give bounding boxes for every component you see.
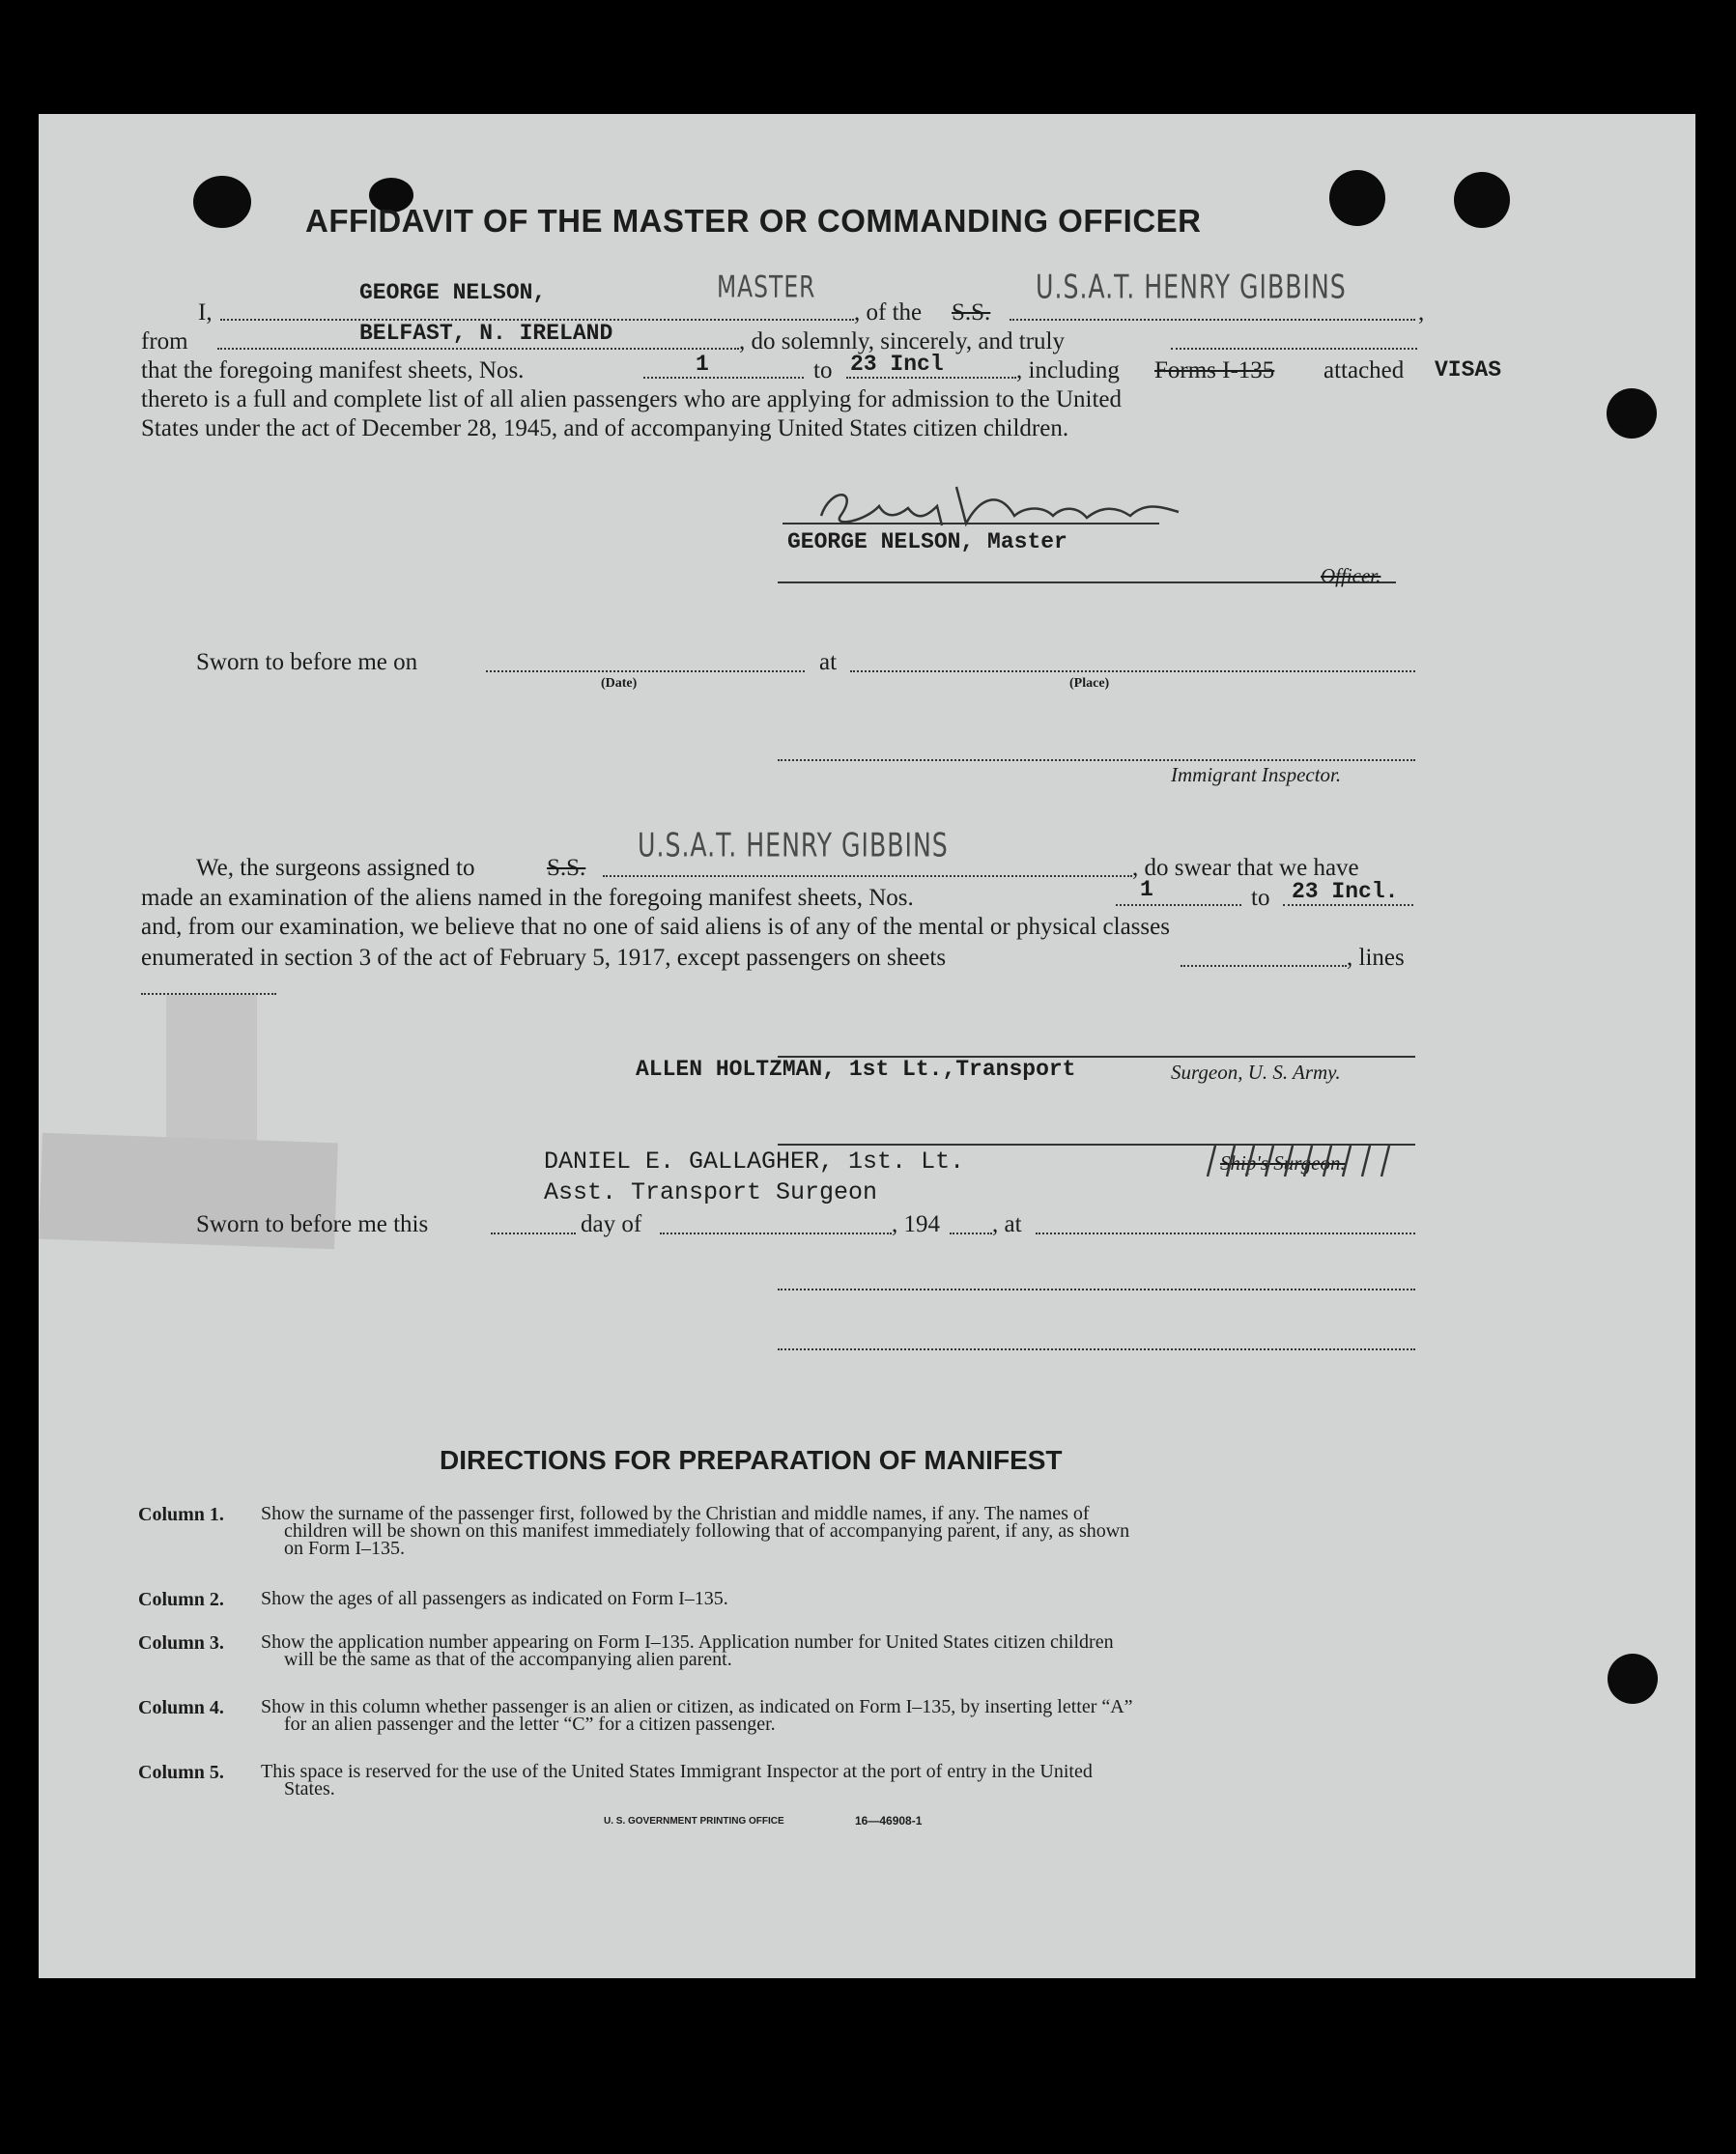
place-label: (Place) — [1069, 676, 1110, 691]
forms-struck: Forms I-135 — [1154, 357, 1275, 383]
solemnly-text: , do solemnly, sincerely, and truly — [739, 328, 1065, 354]
form-number: 16—46908-1 — [855, 1814, 923, 1828]
direction-text-line: Show the ages of all passengers as indicated on Form I–135. — [261, 1588, 728, 1609]
to-label: to — [813, 357, 833, 383]
sheet-to-line — [846, 377, 1016, 379]
surgeons-line2: made an examination of the aliens named in the foregoing manifest sheets, Nos. — [141, 885, 914, 911]
surgeons-to-line — [1283, 904, 1413, 906]
sworn-text: Sworn to before me on — [196, 649, 418, 675]
punch-hole — [1329, 170, 1385, 226]
surgeon2-line2: Asst. Transport Surgeon — [544, 1178, 878, 1206]
trailing-line — [1171, 348, 1417, 350]
tape-strip — [166, 995, 257, 1149]
surgeons-intro: We, the surgeons assigned to — [196, 855, 475, 881]
direction-column-label: Column 2. — [138, 1589, 224, 1610]
direction-text-line: This space is reserved for the use of the United States Immigrant Inspector at the port of entry in the United — [261, 1761, 1093, 1782]
day-of-label: day of — [581, 1211, 642, 1237]
printer-credit: U. S. GOVERNMENT PRINTING OFFICE — [604, 1816, 784, 1827]
from-label: from — [141, 328, 188, 354]
inspector-line — [778, 759, 1415, 761]
direction-column-label: Column 4. — [138, 1697, 224, 1718]
sworn-at: at — [819, 649, 838, 675]
direction-text-line: Show in this column whether passenger is an alien or citizen, as indicated on Form I–135, by inserting letter “A” — [261, 1696, 1133, 1717]
sworn-place-line — [850, 670, 1415, 672]
surgeons-vessel-stamp: U.S.A.T. HENRY GIBBINS — [638, 826, 949, 864]
officer-struck: Officer. — [1321, 564, 1381, 587]
manifest-line-text: that the foregoing manifest sheets, Nos. — [141, 357, 525, 383]
direction-text-line: for an alien passenger and the letter “C” for a citizen passenger. — [284, 1714, 776, 1735]
surgeons-sheet-from: 1 — [1140, 877, 1153, 902]
direction-text-line: on Form I–135. — [284, 1538, 405, 1559]
sworn2-place-line — [1036, 1233, 1415, 1234]
punch-hole — [1608, 1654, 1658, 1704]
master-typed-name: GEORGE NELSON, Master — [787, 529, 1067, 554]
signature-line — [778, 1289, 1415, 1290]
surgeons-swear: , do swear that we have — [1132, 855, 1359, 881]
surgeons-line3: and, from our examination, we believe that no one of said aliens is of any of the mental or physical classes — [141, 914, 1170, 940]
page-title: AFFIDAVIT OF THE MASTER OR COMMANDING OFFICER — [305, 203, 1202, 239]
surgeons-ss-struck: S.S. — [547, 855, 586, 881]
comma: , — [1418, 299, 1425, 326]
lines-label: , lines — [1347, 945, 1405, 971]
surgeons-to-label: to — [1251, 885, 1270, 911]
punch-hole — [193, 176, 251, 228]
surgeons-line4: enumerated in section 3 of the act of February 5, 1917, except passengers on sheets — [141, 945, 947, 971]
direction-column-label: Column 3. — [138, 1632, 224, 1654]
affidavit-line-4: thereto is a full and complete list of all alien passengers who are applying for admission to the United — [141, 386, 1123, 412]
direction-text-line: Show the application number appearing on Form I–135. Application number for United States citizen children — [261, 1631, 1114, 1653]
vessel-stamp: U.S.A.T. HENRY GIBBINS — [1036, 268, 1347, 306]
direction-text-line: States. — [284, 1778, 335, 1800]
signature-line — [778, 1348, 1415, 1350]
direction-text-line: Show the surname of the passenger first, followed by the Christian and middle names, if any. The names of — [261, 1503, 1090, 1524]
strike-marks — [1198, 1140, 1410, 1178]
punch-hole — [1454, 172, 1510, 228]
direction-column-label: Column 5. — [138, 1762, 224, 1783]
inspector-label: Immigrant Inspector. — [1171, 763, 1342, 786]
master-rank: MASTER — [717, 270, 816, 305]
departure-port: BELFAST, N. IRELAND — [359, 321, 613, 346]
surgeons-sheet-to: 23 Incl. — [1292, 879, 1399, 904]
sworn2-day-line — [491, 1233, 576, 1234]
visas-insert: VISAS — [1435, 357, 1502, 383]
sworn2-text: Sworn to before me this — [196, 1211, 429, 1237]
punch-hole — [1607, 388, 1657, 439]
sheets-line — [1181, 965, 1347, 967]
sheet-from: 1 — [696, 352, 709, 377]
surgeon1-name: ALLEN HOLTZMAN, 1st Lt.,Transport — [636, 1057, 1076, 1082]
port-line — [217, 348, 739, 350]
vessel-line — [1010, 319, 1415, 321]
date-label: (Date) — [601, 676, 638, 691]
sworn-date-line — [486, 670, 805, 672]
year-label: , 194 — [892, 1211, 940, 1237]
master-name: GEORGE NELSON, — [359, 280, 547, 305]
sheet-to: 23 Incl — [850, 352, 944, 377]
sworn2-month-line — [660, 1233, 892, 1234]
ss-struck: S.S. — [952, 299, 991, 326]
i-label: I, — [198, 299, 213, 326]
directions-title: DIRECTIONS FOR PREPARATION OF MANIFEST — [440, 1445, 1063, 1475]
sworn2-year-line — [950, 1233, 992, 1234]
sheet-from-line — [643, 377, 804, 379]
including-label: , including — [1016, 357, 1120, 383]
surgeon2-line1: DANIEL E. GALLAGHER, 1st. Lt. — [544, 1148, 965, 1176]
of-the-label: , of the — [854, 299, 923, 326]
surgeons-vessel-line — [603, 875, 1132, 877]
direction-text-line: children will be shown on this manifest immediately following that of accompanying parent, if any, as shown — [284, 1520, 1130, 1542]
surgeons-from-line — [1116, 904, 1241, 906]
sworn2-at: , at — [992, 1211, 1022, 1237]
affidavit-line-5: States under the act of December 28, 1945, and of accompanying United States citizen children. — [141, 415, 1069, 441]
officer-line — [778, 581, 1396, 583]
attached-label: attached — [1323, 357, 1405, 383]
direction-column-label: Column 1. — [138, 1504, 224, 1525]
ships-surgeon-struck: Ship's Surgeon. — [1220, 1151, 1346, 1175]
direction-text-line: will be the same as that of the accompanying alien parent. — [284, 1649, 732, 1670]
surgeon1-title: Surgeon, U. S. Army. — [1171, 1061, 1341, 1084]
